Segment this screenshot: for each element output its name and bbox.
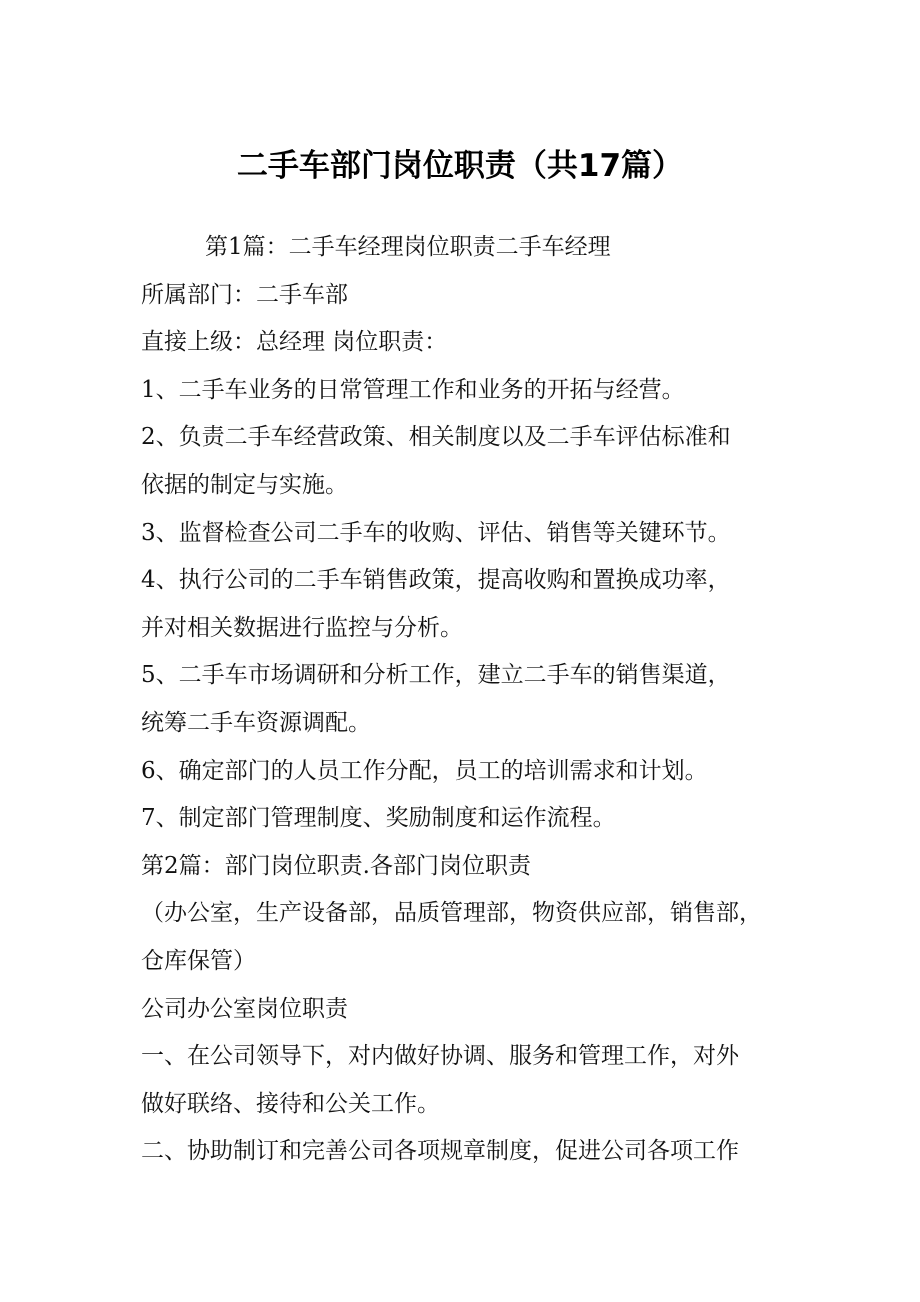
list-item: 1、二手车业务的日常管理工作和业务的开拓与经营。 [141, 376, 685, 403]
section-heading: 第1篇：二手车经理岗位职责二手车经理 [205, 234, 611, 260]
list-item: 6、确定部门的人员工作分配，员工的培训需求和计划。 [141, 757, 708, 784]
list-item: 一、在公司领导下，对内做好协调、服务和管理工作，对外 [141, 1043, 739, 1070]
list-item: 3、监督检查公司二手车的收购、评估、销售等关键环节。 [141, 519, 731, 546]
list-item: 2、负责二手车经营政策、相关制度以及二手车评估标准和 [141, 424, 731, 451]
list-item: 4、执行公司的二手车销售政策，提高收购和置换成功率， [141, 567, 731, 594]
text-line: 仓库保管） [141, 947, 256, 974]
document-body [141, 224, 786, 1176]
list-item: 5、二手车市场调研和分析工作，建立二手车的销售渠道， [141, 662, 731, 689]
list-item: 7、制定部门管理制度、奖励制度和运作流程。 [141, 805, 616, 832]
subsection-heading: 公司办公室岗位职责 [141, 995, 348, 1022]
list-item: 二、协助制订和完善公司各项规章制度，促进公司各项工作 [141, 1138, 739, 1165]
section-heading: 第2篇：部门岗位职责.各部门岗位职责 [141, 852, 531, 879]
list-item-continuation: 统筹二手车资源调配。 [141, 709, 371, 736]
list-item-continuation: 做好联络、接待和公关工作。 [141, 1090, 440, 1117]
list-item-continuation: 并对相关数据进行监控与分析。 [141, 614, 463, 641]
list-item-continuation: 依据的制定与实施。 [141, 471, 348, 498]
document-title: 二手车部门岗位职责（共17篇） [236, 148, 684, 184]
text-line: 直接上级：总经理 岗位职责： [141, 329, 448, 356]
text-line: 所属部门：二手车部 [141, 281, 348, 308]
text-line: （办公室，生产设备部，品质管理部，物资供应部，销售部， [141, 900, 762, 927]
